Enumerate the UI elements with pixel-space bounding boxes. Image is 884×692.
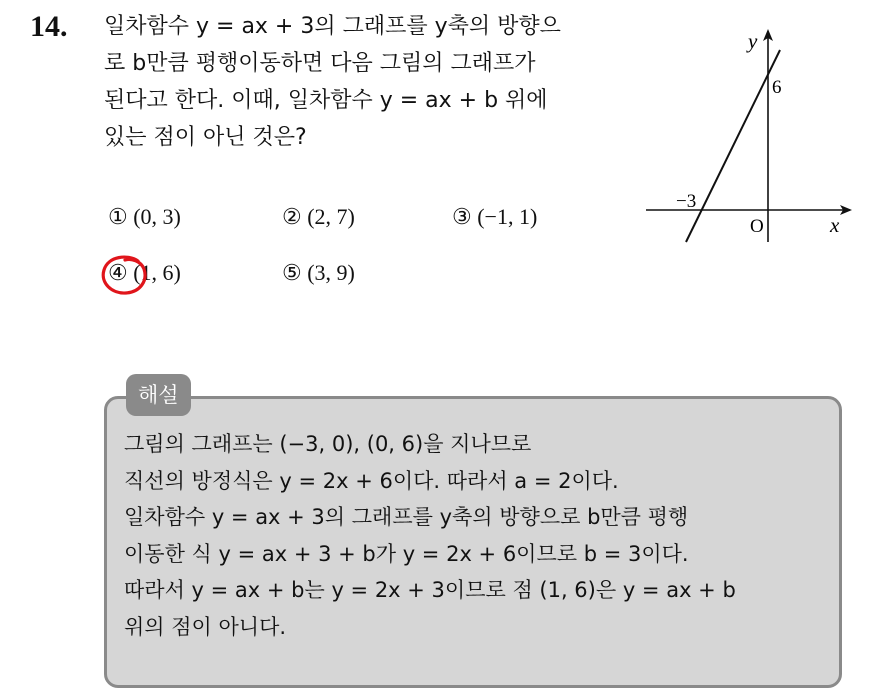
question-line: 일차함수 y = ax + 3의 그래프를 y축의 방향으 [104,14,561,39]
option-value: (0, 3) [133,204,181,229]
option-label: ② [282,204,302,229]
solution-line: 직선의 방정식은 y = 2x + 6이다. 따라서 a = 2이다. [124,468,619,493]
question-line: 있는 점이 아닌 것은? [104,125,307,150]
solution-line: 따라서 y = ax + b는 y = 2x + 3이므로 점 (1, 6)은 y = ax + b [124,578,736,602]
solution-text [124,426,834,645]
y-axis-label: y [748,29,758,53]
x-axis-label: x [830,213,840,237]
option-3[interactable] [452,204,537,230]
option-label: ① [108,204,128,229]
answer-circle-stroke [103,257,145,293]
function-line [686,50,780,242]
solution-line: 그림의 그래프는 (−3, 0), (0, 6)을 지나므로 [124,432,532,456]
option-1[interactable] [108,204,181,230]
question-text [104,8,624,156]
question-line: 된다고 한다. 이때, 일차함수 y = ax + b 위에 [104,88,548,113]
answer-circle-mark [98,252,152,298]
x-intercept-label: −3 [676,191,697,212]
option-value: (−1, 1) [477,204,538,229]
solution-line: 이동한 식 y = ax + 3 + b가 y = 2x + 6이므로 b = 3이다. [124,541,689,566]
question-line: 로 b만큼 평행이동하면 다음 그림의 그래프가 [104,51,536,76]
solution-line: 일차함수 y = ax + 3의 그래프를 y축의 방향으로 b만큼 평행 [124,505,689,529]
y-intercept-label: 6 [772,77,782,98]
option-label: ③ [452,204,472,229]
origin-label: O [750,216,764,237]
line-graph [640,20,860,250]
solution-tag: 해설 [126,374,191,416]
option-label: ④ [108,260,128,285]
solution-line: 위의 점이 아니다. [124,614,287,639]
question-number: 14. [30,10,68,43]
option-value: (1, 6) [133,260,181,285]
option-5[interactable] [282,260,355,286]
option-2[interactable] [282,204,355,230]
option-label: ⑤ [282,260,302,285]
option-value: (2, 7) [307,204,355,229]
option-value: (3, 9) [307,260,355,285]
